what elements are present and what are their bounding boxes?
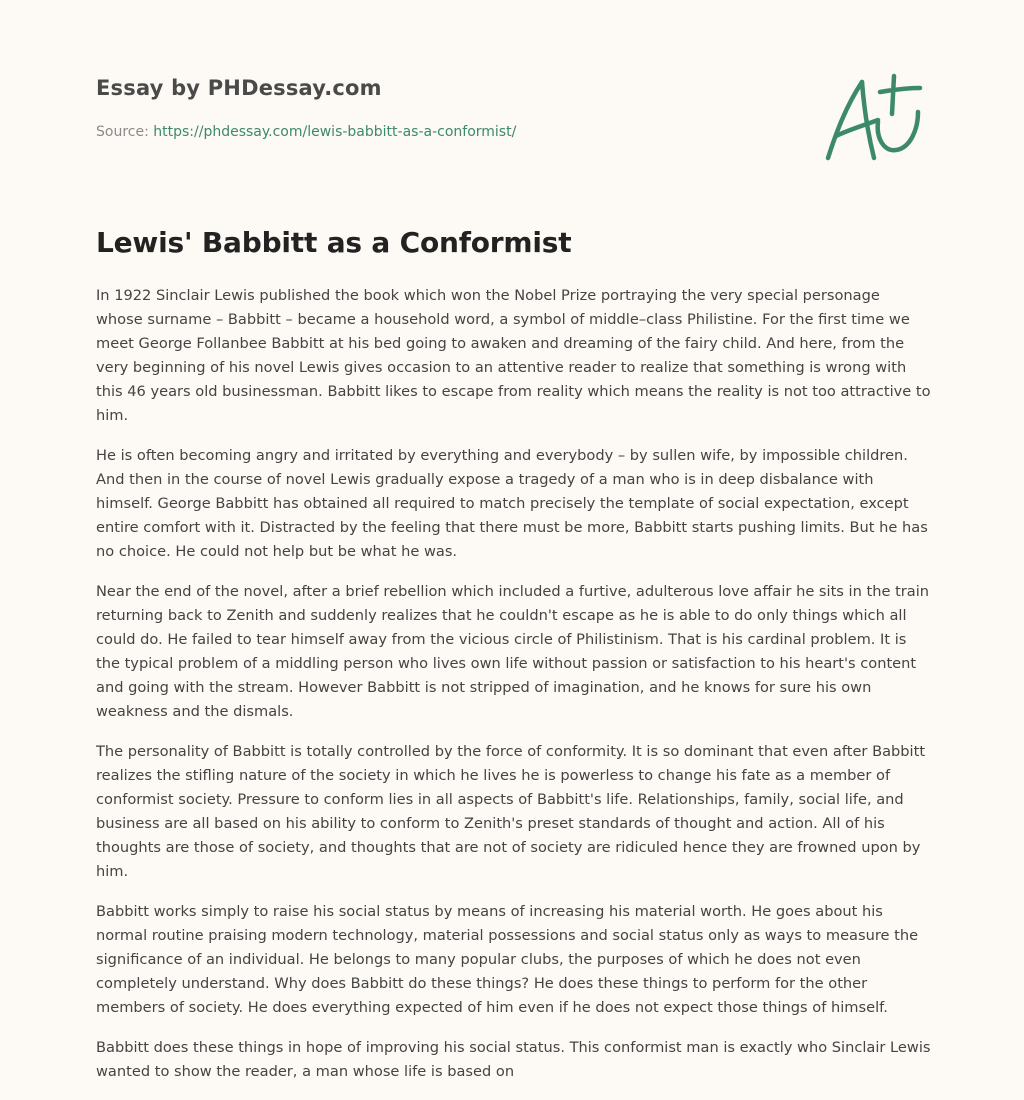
source-line [96, 124, 516, 140]
essay-body [96, 284, 931, 1100]
paragraph: Babbitt works simply to raise his social status by means of increasing his material worth. He goes about his normal routine praising modern technology, material possessions and social status only as ways to measure the significance of an individual. He belongs to many popular clubs, the purposes of which he does not even completely understand. Why does Babbitt do these things? He does these things to perform for the other members of society. He does everything expected of him even if he does not expect those things of himself. [96, 903, 919, 1016]
paragraph: Near the end of the novel, after a brief rebellion which included a furtive, adulterous love affair he sits in the train returning back to Zenith and suddenly realizes that he couldn't escape as he is able to do only things which all could do. He failed to tear himself away from the vicious circle of Philistinism. That is his cardinal problem. It is the typical problem of a middling person who lives own life without passion or satisfaction to his heart's content and going with the stream. However Babbitt is not stripped of imagination, and he knows for sure his own weakness and the dismals. [96, 583, 930, 720]
essay-title: Lewis' Babbitt as a Conformist [96, 226, 572, 259]
paragraph: Babbitt does these things in hope of improving his social status. This conformist man is exactly who Sinclair Lewis wanted to show the reader, a man whose life is based on [96, 1039, 931, 1080]
paragraph: He is often becoming angry and irritated by everything and everybody – by sullen wife, by impossible children. And then in the course of novel Lewis gradually expose a tragedy of a man who is in deep disbalance with himself. George Babbitt has obtained all required to match precisely the template of social expectation, except entire comfort with it. Distracted by the feeling that there must be more, Babbitt starts pushing limits. But he has no choice. He could not help but be what he was. [96, 447, 928, 560]
paragraph: The personality of Babbitt is totally controlled by the force of conformity. It is so dominant that even after Babbitt realizes the stifling nature of the society in which he lives he is powerless to change his fate as a member of conformist society. Pressure to conform lies in all aspects of Babbitt's life. Relationships, family, social life, and business are all based on his ability to conform to Zenith's preset standards of thought and action. All of his thoughts are those of society, and thoughts that are not of society are ridiculed hence they are frowned upon by him. [96, 743, 926, 880]
source-link[interactable]: https://phdessay.com/lewis-babbitt-as-a-conformist/ [153, 124, 517, 140]
source-label: Source: [96, 124, 149, 140]
a-plus-logo-icon [818, 68, 928, 168]
site-title: Essay by PHDessay.com [96, 76, 382, 100]
paragraph: In 1922 Sinclair Lewis published the book which won the Nobel Prize portraying the very special personage whose surname – Babbitt – became a household word, a symbol of middle–class Philistine. For the first time we meet George Follanbee Babbitt at his bed going to awaken and dreaming of the fairy child. And here, from the very beginning of his novel Lewis gives occasion to an attentive reader to realize that something is wrong with this 46 years old businessman. Babbitt likes to escape from reality which means the reality is not too attractive to him. [96, 287, 931, 424]
